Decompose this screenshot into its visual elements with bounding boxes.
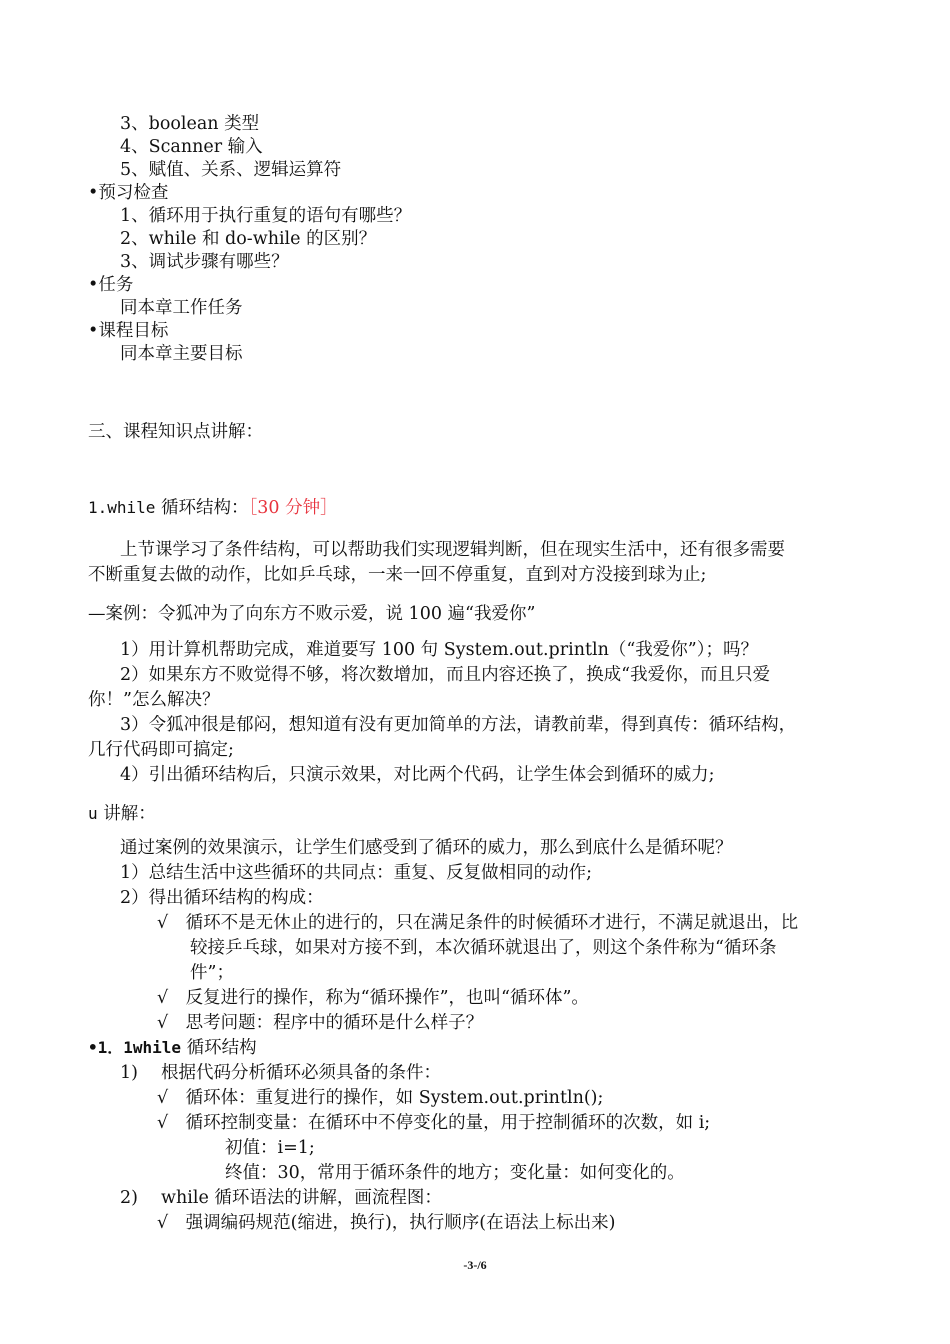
subsection-heading	[88, 1036, 257, 1060]
case-point-1: 1）用计算机帮助完成，难道要写 100 句 System.out.println（“我爱你”）；吗？	[120, 640, 759, 660]
prereq-item-5: 5、赋值、关系、逻辑运算符	[120, 160, 342, 180]
case-point-2a: 2）如果东方不败觉得不够，将次数增加，而且内容还换了，换成“我爱你，而且只爱	[120, 665, 771, 685]
topic-title: 循环结构：	[155, 498, 249, 518]
topic-duration: ［30 分钟］	[248, 498, 338, 518]
topic-number: 1.while	[88, 498, 156, 517]
task-text: 同本章工作任务	[120, 298, 243, 318]
section-heading: 三、课程知识点讲解：	[88, 422, 263, 442]
check-item-condition-1: √ 循环不是无休止的进行的，只在满足条件的时候循环才进行，不满足就退出，比	[157, 913, 799, 933]
goal-heading: •课程目标	[88, 321, 169, 341]
check-item-condition-3: 件”；	[190, 963, 234, 983]
explain-heading	[88, 802, 156, 826]
prereq-item-4: 4、Scanner 输入	[120, 137, 263, 157]
step-1: 1) 根据代码分析循环必须具备的条件：	[120, 1063, 442, 1083]
check-item-condition-2: 较接乒乓球，如果对方接不到，本次循环就退出了，则这个条件称为“循环条	[190, 938, 777, 958]
case-point-3a: 3）令狐冲很是郁闷，想知道有没有更加简单的方法，请教前辈，得到真传：循环结构，	[120, 715, 797, 735]
preview-q3: 3、调试步骤有哪些？	[120, 252, 289, 272]
case-heading: —案例：令狐冲为了向东方不败示爱，说 100 遍“我爱你”	[88, 604, 536, 624]
goal-text: 同本章主要目标	[120, 344, 243, 364]
explain-point-1: 1）总结生活中这些循环的共同点：重复、反复做相同的动作;	[120, 863, 593, 883]
intro-line-1: 上节课学习了条件结构，可以帮助我们实现逻辑判断，但在现实生活中，还有很多需要	[120, 540, 785, 560]
explain-bullet: u	[88, 804, 98, 823]
step-1-body: √ 循环体：重复进行的操作，如 System.out.println();	[157, 1088, 604, 1108]
case-point-3b: 几行代码即可搞定;	[88, 740, 234, 760]
explain-point-2: 2）得出循环结构的构成：	[120, 888, 324, 908]
explain-label: 讲解：	[97, 804, 156, 824]
topic-heading	[88, 496, 338, 520]
page-number: -3-/6	[463, 1258, 487, 1272]
preview-q2: 2、while 和 do-while 的区别？	[120, 229, 377, 249]
check-item-operation: √ 反复进行的操作，称为“循环操作”，也叫“循环体”。	[157, 988, 589, 1008]
step-2-detail: √ 强调编码规范(缩进，换行)，执行顺序(在语法上标出来)	[157, 1213, 616, 1233]
preview-q1: 1、循环用于执行重复的语句有哪些？	[120, 206, 412, 226]
preview-heading: •预习检查	[88, 183, 169, 203]
step-1-control-var: √ 循环控制变量：在循环中不停变化的量，用于控制循环的次数，如 i;	[157, 1113, 711, 1133]
task-heading: •任务	[88, 275, 134, 295]
case-point-2b: 你！”怎么解决？	[88, 690, 220, 710]
check-item-question: √ 思考问题：程序中的循环是什么样子？	[157, 1013, 484, 1033]
subsection-title: 循环结构	[181, 1038, 257, 1058]
subsection-number: •1．1while	[88, 1038, 182, 1057]
step-2: 2) while 循环语法的讲解，画流程图：	[120, 1188, 442, 1208]
step-1-initial: 初值：i=1;	[225, 1138, 315, 1158]
case-point-4: 4）引出循环结构后，只演示效果，对比两个代码，让学生体会到循环的威力;	[120, 765, 715, 785]
intro-line-2: 不断重复去做的动作，比如乒乓球，一来一回不停重复，直到对方没接到球为止;	[88, 565, 707, 585]
explain-intro: 通过案例的效果演示，让学生们感受到了循环的威力，那么到底什么是循环呢？	[120, 838, 733, 858]
prereq-item-3: 3、boolean 类型	[120, 114, 260, 134]
step-1-final: 终值：30，常用于循环条件的地方；变化量：如何变化的。	[225, 1163, 685, 1183]
